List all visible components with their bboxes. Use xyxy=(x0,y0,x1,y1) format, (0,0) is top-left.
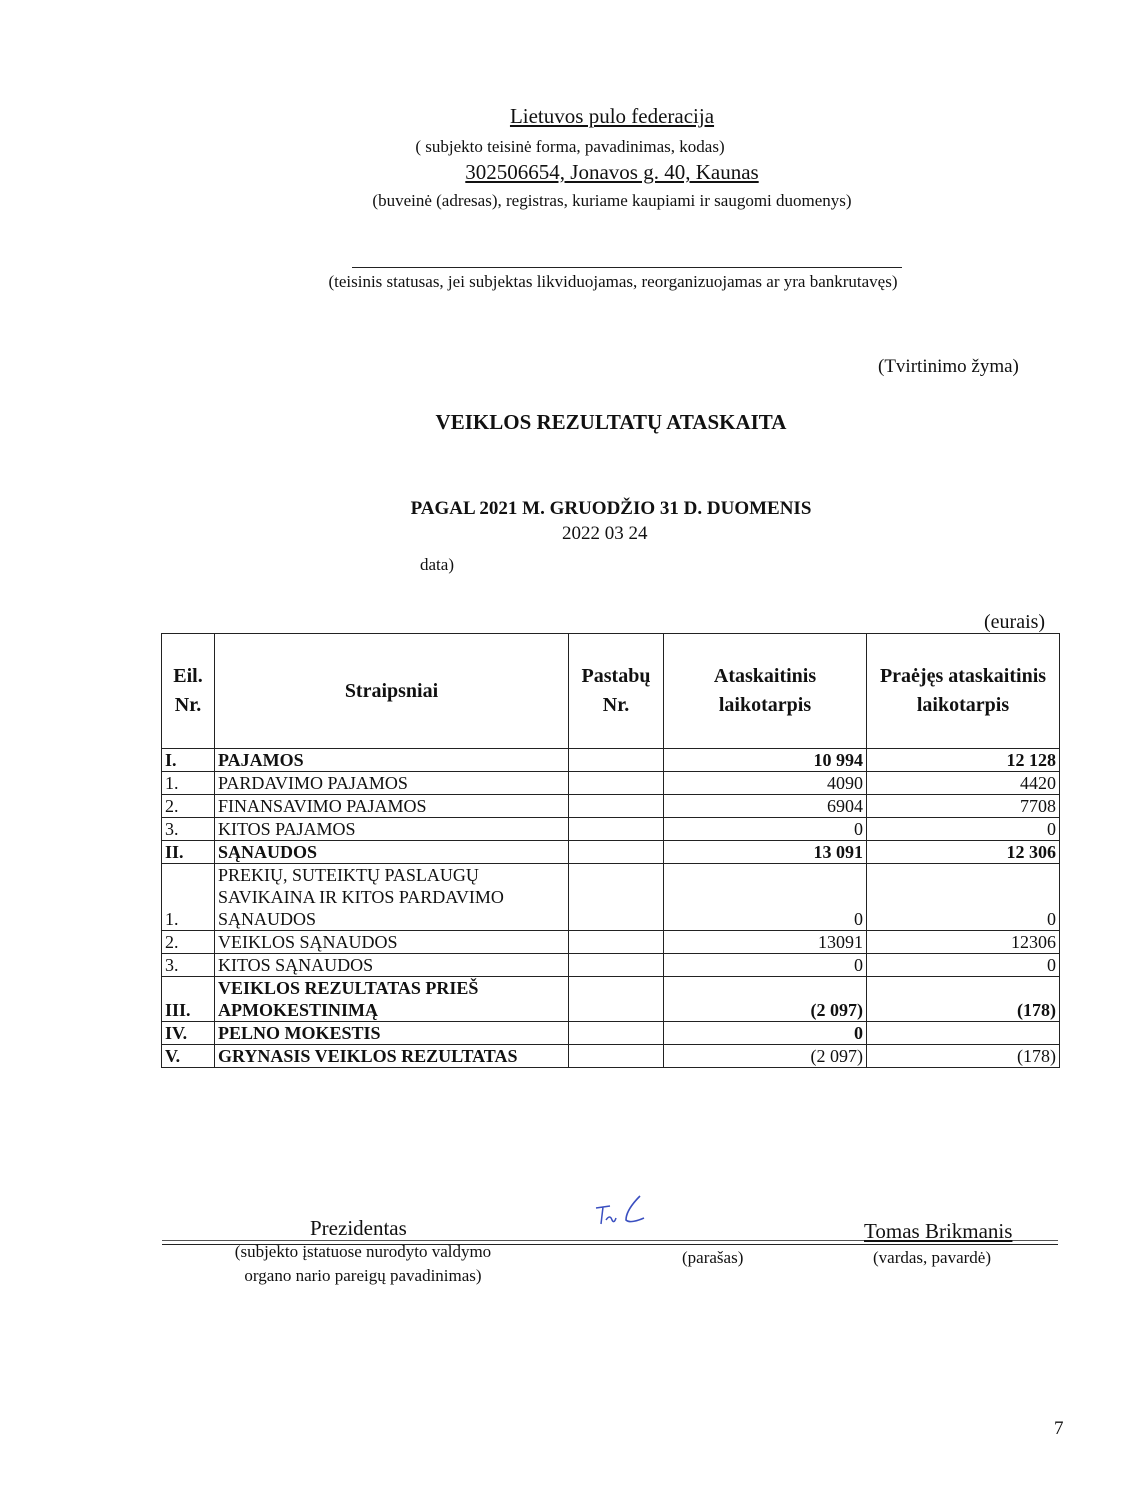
row-note xyxy=(569,954,664,977)
row-number: 1. xyxy=(162,772,215,795)
table-row xyxy=(162,749,1060,772)
row-current-value: 4090 xyxy=(664,772,867,795)
row-note xyxy=(569,772,664,795)
row-current-value: 0 xyxy=(664,954,867,977)
table-row xyxy=(162,841,1060,864)
table-header-row xyxy=(162,634,1060,749)
table-row xyxy=(162,931,1060,954)
row-number: 1. xyxy=(162,864,215,931)
table-row xyxy=(162,977,1060,1022)
row-number: 3. xyxy=(162,818,215,841)
row-current-value: 0 xyxy=(664,1022,867,1045)
row-item: FINANSAVIMO PAJAMOS xyxy=(215,795,569,818)
row-note xyxy=(569,864,664,931)
units-label: (eurais) xyxy=(984,611,1046,633)
col-header-no: Eil. Nr. xyxy=(162,634,215,749)
row-previous-value: 12306 xyxy=(867,931,1060,954)
row-item: SĄNAUDOS xyxy=(215,841,569,864)
col-header-item: Straipsniai xyxy=(215,634,569,749)
col-header-previous: Praėjęs ataskaitinis laikotarpis xyxy=(867,634,1060,749)
name-caption: (vardas, pavardė) xyxy=(873,1248,991,1267)
row-item: GRYNASIS VEIKLOS REZULTATAS xyxy=(215,1045,569,1068)
signer-position: Prezidentas xyxy=(310,1216,407,1240)
position-caption: (subjekto įstatuose nurodyto valdymo organo nario pareigų pavadinimas) xyxy=(234,1242,492,1285)
row-number: II. xyxy=(162,841,215,864)
report-subtitle: PAGAL 2021 M. GRUODŽIO 31 D. DUOMENIS xyxy=(410,498,812,519)
row-current-value: 10 994 xyxy=(664,749,867,772)
entity-address-text: 302506654, Jonavos g. 40, Kaunas xyxy=(465,160,759,184)
status-caption: (teisinis statusas, jei subjektas likviduojamas, reorganizuojamas ar yra bankrutavęs) xyxy=(328,272,898,291)
row-previous-value: 4420 xyxy=(867,772,1060,795)
row-item: PARDAVIMO PAJAMOS xyxy=(215,772,569,795)
row-note xyxy=(569,795,664,818)
row-item: VEIKLOS SĄNAUDOS xyxy=(215,931,569,954)
row-note xyxy=(569,931,664,954)
report-title: VEIKLOS REZULTATŲ ATASKAITA xyxy=(435,410,787,434)
handwritten-signature xyxy=(590,1192,650,1237)
table-row xyxy=(162,818,1060,841)
table-row xyxy=(162,1022,1060,1045)
row-number: I. xyxy=(162,749,215,772)
row-previous-value: 0 xyxy=(867,954,1060,977)
row-current-value: 13091 xyxy=(664,931,867,954)
row-current-value: 13 091 xyxy=(664,841,867,864)
entity-caption: ( subjekto teisinė forma, pavadinimas, kodas) xyxy=(415,137,725,156)
approval-mark: (Tvirtinimo žyma) xyxy=(878,356,1019,377)
row-previous-value: (178) xyxy=(867,977,1060,1022)
row-previous-value: 0 xyxy=(867,864,1060,931)
row-previous-value: (178) xyxy=(867,1045,1060,1068)
row-item: PAJAMOS xyxy=(215,749,569,772)
entity-name xyxy=(0,104,1130,129)
address-caption: (buveinė (adresas), registras, kuriame kaupiami ir saugomi duomenys) xyxy=(372,191,852,210)
table-row xyxy=(162,864,1060,931)
table-row xyxy=(162,954,1060,977)
row-item: PELNO MOKESTIS xyxy=(215,1022,569,1045)
row-previous-value: 7708 xyxy=(867,795,1060,818)
row-current-value: (2 097) xyxy=(664,977,867,1022)
entity-name-text: Lietuvos pulo federacija xyxy=(509,104,715,128)
row-note xyxy=(569,841,664,864)
row-previous-value: 12 128 xyxy=(867,749,1060,772)
row-previous-value: 12 306 xyxy=(867,841,1060,864)
row-current-value: 0 xyxy=(664,818,867,841)
row-note xyxy=(569,818,664,841)
signature-caption: (parašas) xyxy=(682,1248,744,1267)
row-number: 2. xyxy=(162,795,215,818)
row-previous-value: 0 xyxy=(867,818,1060,841)
row-number: IV. xyxy=(162,1022,215,1045)
signer-name: Tomas Brikmanis xyxy=(864,1219,1013,1243)
row-item: KITOS SĄNAUDOS xyxy=(215,954,569,977)
row-note xyxy=(569,749,664,772)
row-current-value: 0 xyxy=(664,864,867,931)
row-note xyxy=(569,1022,664,1045)
row-number: III. xyxy=(162,977,215,1022)
row-current-value: (2 097) xyxy=(664,1045,867,1068)
results-table xyxy=(161,633,1060,1068)
col-header-note: Pastabų Nr. xyxy=(569,634,664,749)
entity-address xyxy=(0,160,1130,185)
row-note xyxy=(569,1045,664,1068)
page-number: 7 xyxy=(1054,1418,1064,1439)
table-row xyxy=(162,772,1060,795)
row-note xyxy=(569,977,664,1022)
row-item: PREKIŲ, SUTEIKTŲ PASLAUGŲ SAVIKAINA IR KITOS PARDAVIMO SĄNAUDOS xyxy=(215,864,569,931)
row-item: VEIKLOS REZULTATAS PRIEŠ APMOKESTINIMĄ xyxy=(215,977,569,1022)
report-date: 2022 03 24 xyxy=(562,523,648,544)
row-number: V. xyxy=(162,1045,215,1068)
row-previous-value xyxy=(867,1022,1060,1045)
row-number: 2. xyxy=(162,931,215,954)
col-header-current: Ataskaitinis laikotarpis xyxy=(664,634,867,749)
table-row xyxy=(162,795,1060,818)
row-current-value: 6904 xyxy=(664,795,867,818)
table-row xyxy=(162,1045,1060,1068)
row-number: 3. xyxy=(162,954,215,977)
status-line xyxy=(352,267,902,268)
row-item: KITOS PAJAMOS xyxy=(215,818,569,841)
date-caption: data) xyxy=(420,555,454,574)
